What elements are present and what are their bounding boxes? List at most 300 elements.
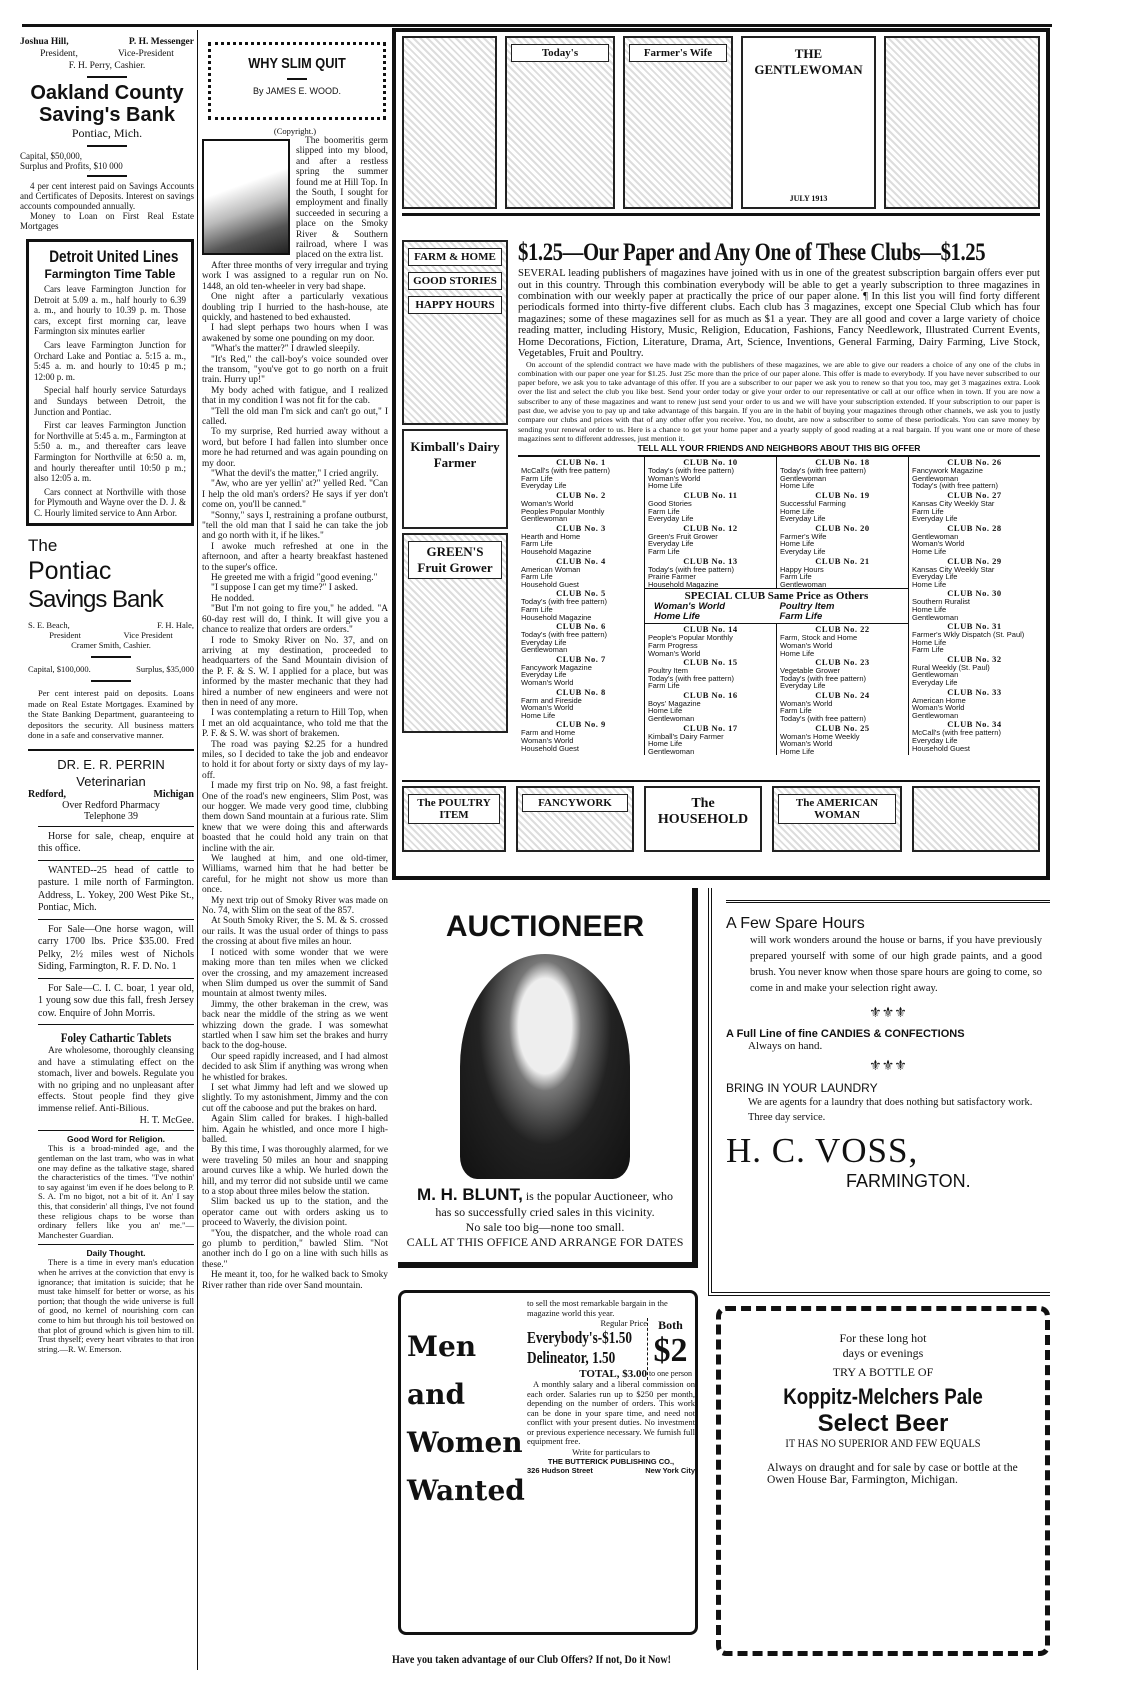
offer-tell-friends: TELL ALL YOUR FRIENDS AND NEIGHBORS ABOUT THIS BIG OFFER	[637, 443, 921, 454]
club-magazine: Home Life	[648, 706, 683, 716]
store-name: H. C. VOSS,	[726, 1131, 919, 1170]
club-number: CLUB No. 18	[815, 457, 870, 468]
club-magazine: Home Life	[912, 637, 947, 647]
ad-text: has so successfully cried sales in this vicinity.	[435, 1205, 655, 1219]
magazine-cover	[623, 36, 733, 209]
club-number: CLUB No. 23	[815, 657, 870, 668]
item-price: 1.50	[592, 1348, 616, 1367]
ad-text: No sale too big—none too small.	[465, 1220, 625, 1234]
item-body: This is a broad-minded age, and the gentleman on the last tram, who was in what one may define as the talkative stage, shared the characteristics of the times. "I've nothin' to say against 'im even if he does belong to P. S. A. I'm no bigot, not a bit of it. An' I say this, that considerin' all things, I've not found these religious chaps to be worse than ordinary fellers like you an' me."—Manchester Guardian.	[38, 1143, 194, 1240]
club-magazine: Home Life	[648, 739, 683, 749]
magazine-cover	[402, 429, 508, 529]
club-magazine: Successful Farming	[780, 498, 846, 508]
club-column	[644, 457, 776, 588]
cover-title: The POULTRY ITEM	[408, 794, 500, 824]
location: Redford,	[28, 788, 67, 800]
club-magazine: Everyday Life	[912, 572, 958, 582]
cover-title: The HOUSEHOLD	[650, 794, 756, 830]
top-covers	[402, 36, 1040, 216]
cover-title: HAPPY HOURS	[408, 296, 502, 314]
bank-body: Per cent interest paid on deposits. Loans made on Real Estate Mortgages. Examined by the State Banking Department, guaranteeing to depositors the security. All business matters done in a safe and conservative manner.	[28, 688, 194, 741]
club-magazine: Today's (with free pattern)	[521, 630, 608, 640]
ad-text: TRY A BOTTLE OF	[832, 1365, 934, 1379]
club-item	[912, 655, 1037, 687]
club-magazine: Everyday Life	[648, 539, 694, 549]
club-magazine: Southern Ruralist	[912, 597, 970, 607]
club-item	[521, 688, 641, 720]
bank-name: The	[28, 536, 58, 556]
item-price: $1.50	[602, 1328, 632, 1347]
club-item	[912, 720, 1037, 752]
club-item	[648, 724, 773, 756]
club-magazine: Household Guest	[912, 743, 970, 753]
story-paragraph: Our speed rapidly increased, and I had almost decided to ask Slim if anything was wrong when he whistled for brakes.	[202, 1051, 388, 1083]
magazine-cover	[402, 786, 506, 852]
classified-ad: For Sale—One horse wagon, will carry 1700 lbs. Price $35.00. Fred Pelky, 2½ miles west of Nichols Siding, Farmington, R. F. D. No. 1	[38, 920, 194, 979]
location: Michigan	[153, 788, 194, 800]
club-number: CLUB No. 8	[556, 686, 606, 697]
special-price: $2	[653, 1332, 688, 1369]
capital: Capital, $50,000,	[20, 151, 82, 161]
top-rule	[22, 24, 1052, 27]
officer: Joshua Hill,	[20, 37, 69, 47]
cover-title: Kimball's Dairy Farmer	[408, 437, 502, 473]
story-paragraph: We laughed at him, and one old-timer, Williams, warned him that he had better be careful, for he might not show us more than once.	[202, 854, 388, 896]
club-magazine: Woman's World	[912, 703, 965, 713]
story-paragraph: Slim backed us up to the station, and the operator came out with orders asking us to proceed to Waverly, the division point.	[202, 1197, 388, 1229]
club-item	[780, 724, 905, 756]
address: New York City	[645, 1465, 695, 1475]
magazine-cover	[772, 786, 902, 852]
club-number: CLUB No. 2	[556, 489, 606, 500]
story-paragraph: By this time, I was thoroughly alarmed, for we were traveling 50 miles an hour and snapping around curves like a whip. We hurled down the hill, and my terror did not subside until we came to a stop about three miles below the station.	[202, 1145, 388, 1198]
story-paragraph: The road was paying $2.25 for a hundred miles, so I decided to take the job and endeavor to hold it for about forty or sixty days of my lay-off.	[202, 739, 388, 781]
club-magazine: Home Life	[780, 648, 815, 658]
club-magazine: Gentlewoman	[912, 612, 959, 622]
club-item	[912, 458, 1037, 490]
club-magazine: Good Stories	[648, 498, 692, 508]
cashier: Cramer Smith, Cashier.	[71, 640, 151, 651]
club-magazine: Woman's World	[521, 703, 574, 713]
magazine-cover	[644, 786, 762, 852]
cover-title: Today's	[511, 44, 609, 62]
wanted-ad	[398, 1290, 698, 1635]
club-number: CLUB No. 31	[947, 621, 1002, 632]
story-title: WHY SLIM QUIT	[248, 55, 346, 72]
story-paragraph: "What's the matter?" I drawled sleepily.	[211, 344, 360, 355]
story-paragraph: Jimmy, the other brakeman in the crew, was back near the middle of the string as we went whizzing down the grade. I was somewhat startled when I saw him set the brakes and hurry back to the dog-house.	[202, 999, 388, 1052]
story-paragraph: I noticed with some wonder that we were making more than ten miles when we clicked over the crossing, and my amazement increased when Slim dumped us over the summit of Sand mountain at almost twenty miles.	[202, 947, 388, 1000]
club-magazine: Home Life	[912, 546, 947, 556]
club-magazine: Woman's World	[780, 698, 833, 708]
story-paragraph: I was contemplating a return to Hill Top, when I met an old acquaintance, who told me that the P. F. & S. W. was short of brakemen.	[202, 708, 388, 740]
club-magazine: Home Life	[780, 481, 815, 491]
magazine-cover	[402, 36, 497, 209]
story-paragraph: I had slept perhaps two hours when I was awakened by some one pounding on my door.	[202, 323, 388, 344]
timetable-text: Special half hourly service Saturdays and Sundays between Detroit, the Junction and Pontiac.	[34, 385, 186, 417]
club-magazine: Farm Life	[648, 546, 680, 556]
classified-ad: WANTED--25 head of cattle to pasture. 1 mile north of Farmington. Address, L. Yokey, 200 West Pike St., Pontiac, Mich.	[38, 861, 194, 920]
club-magazine: Everyday Life	[648, 514, 694, 524]
club-item	[648, 625, 773, 657]
cover-title: FANCYWORK	[522, 794, 628, 812]
club-magazine: Today's (with free pattern)	[521, 597, 608, 607]
company: THE BUTTERICK PUBLISHING CO.,	[547, 1456, 675, 1466]
club-magazine: Farm and Fireside	[521, 695, 582, 705]
surplus: Surplus and Profits, $10 000	[20, 161, 123, 171]
club-number: CLUB No. 24	[815, 689, 870, 700]
club-number: CLUB No. 22	[815, 624, 870, 635]
club-number: CLUB No. 4	[556, 555, 606, 566]
club-item	[780, 524, 905, 556]
column-rule	[197, 30, 198, 1670]
magazine-cover	[912, 786, 1040, 852]
story-paragraph: "It's Red," the call-boy's voice sounded over the transom, "you've got to go north on a fruit train. Hurry up!"	[202, 354, 388, 386]
story-paragraph: He nodded.	[211, 593, 255, 604]
cashier: F. H. Perry, Cashier.	[68, 61, 146, 71]
ad-heading: A Full Line of fine CANDIES & CONFECTIONS	[726, 1028, 965, 1040]
classifieds	[38, 826, 194, 1026]
club-magazine: Home Life	[521, 710, 556, 720]
club-magazine: Gentlewoman	[912, 670, 959, 680]
club-item	[780, 557, 905, 589]
cover-title: The AMERICAN WOMAN	[778, 794, 896, 824]
club-number: CLUB No. 19	[815, 489, 870, 500]
total-price: $3.00	[622, 1368, 647, 1380]
magazine-cover	[505, 36, 615, 209]
club-number: CLUB No. 15	[683, 657, 738, 668]
club-number: CLUB No. 6	[556, 621, 606, 632]
ad-heading: A Few Spare Hours	[726, 915, 865, 932]
item-name: Everybody's-	[527, 1328, 603, 1347]
ad-title: Foley Cathartic Tablets	[60, 1030, 172, 1046]
club-magazine: Home Life	[648, 481, 683, 491]
club-column	[644, 624, 776, 755]
club-item	[912, 524, 1037, 556]
club-magazine: Woman's World	[521, 736, 574, 746]
club-magazine: Household Magazine	[521, 546, 592, 556]
club-number: CLUB No. 34	[947, 719, 1002, 730]
club-number: CLUB No. 3	[556, 522, 606, 533]
club-list	[518, 455, 1040, 755]
club-magazine: Hearth and Home	[521, 531, 581, 541]
ad-text: will work wonders around the house or barns, if you have previously prepared yourself with some of our high grade paints, and a good brush. You never know when those spare hours are going to come, so come in and make your selection right away.	[750, 935, 1042, 994]
club-number: CLUB No. 17	[683, 722, 738, 733]
magazine-cover	[402, 533, 508, 733]
offer-text	[518, 236, 1040, 775]
club-magazine: Poultry Item	[648, 666, 689, 676]
officer: P. H. Messenger	[128, 37, 194, 47]
club-magazine: Farm Life	[521, 539, 553, 549]
column-label: Regular Price	[600, 1318, 647, 1328]
club-magazine: Everyday Life	[521, 670, 567, 680]
timetable-text: First car leaves Farmington Junction for Northville at 5:45 a. m., Farmington at 5:50 a. m., and thereafter cars leave Farmington for Northville at 6:50 a. m, and hourly thereafter until 10:50 p m.; also 12:05 a. m.	[34, 420, 186, 484]
headline-word: and	[407, 1378, 466, 1411]
club-magazine: Gentlewoman	[521, 645, 568, 655]
club-magazine: Gentlewoman	[780, 579, 827, 589]
club-number: CLUB No. 28	[947, 522, 1002, 533]
story-paragraph: My body ached with fatigue, and I realized that in my condition I was not fit for the cab.	[202, 385, 388, 407]
club-magazine: Everyday Life	[780, 546, 826, 556]
special-club-title: SPECIAL CLUB Same Price as Others	[684, 590, 869, 603]
bank-loan: Money to Loan on First Real Estate Mortgages	[20, 211, 194, 231]
club-magazine: Woman's Home Weekly	[780, 731, 860, 741]
copyright: (Copyright.)	[273, 126, 317, 136]
ornament-icon: ⚜⚜⚜	[869, 1006, 907, 1021]
club-magazine: Everyday Life	[521, 637, 567, 647]
club-item	[521, 720, 641, 752]
item-title: Good Word for Religion.	[66, 1134, 166, 1145]
wanted-headline	[407, 1323, 525, 1515]
special-club-magazine: Farm Life	[779, 611, 823, 623]
magazine-cover	[516, 786, 634, 852]
club-number: CLUB No. 5	[556, 588, 606, 599]
both-label: Both	[658, 1318, 683, 1332]
club-column	[518, 457, 644, 755]
surplus: Surplus, $35,000	[136, 664, 194, 675]
headline-word: Women	[407, 1426, 523, 1459]
club-magazine: McCall's (with free pattern)	[521, 466, 610, 476]
club-magazine: Rural Weekly (St. Paul)	[912, 662, 990, 672]
club-magazine: Farm, Stock and Home	[780, 633, 858, 643]
club-number: CLUB No. 1	[556, 457, 606, 468]
beer-ad	[716, 1306, 1050, 1656]
story-paragraph: Again Slim called for brakes. I high-balled him. Again he whistled, and once more I high-balled.	[202, 1114, 388, 1145]
club-magazine: Home Life	[780, 539, 815, 549]
auctioneer-name: M. H. BLUNT,	[417, 1185, 523, 1204]
foley-ad	[38, 1027, 194, 1126]
ad-heading: BRING IN YOUR LAUNDRY	[726, 1081, 878, 1095]
club-magazine: Everyday Life	[912, 678, 958, 688]
officer-title: Vice President	[123, 630, 173, 641]
club-number: CLUB No. 12	[683, 522, 738, 533]
club-offer-panel	[392, 28, 1050, 880]
classified-ad: For Sale—C. I. C. boar, 1 year old, 1 young sow due this fall, fresh Jersey cow. Enquire of John Morris.	[38, 979, 194, 1026]
signature: H. T. McGee.	[139, 1115, 194, 1127]
club-item	[648, 524, 773, 556]
club-number: CLUB No. 21	[815, 555, 870, 566]
club-magazine: American Woman	[521, 564, 581, 574]
club-magazine: Today's (with free pattern)	[648, 466, 735, 476]
club-magazine: Farm Life	[521, 572, 553, 582]
detroit-united-lines-ad	[26, 239, 194, 526]
cover-title: GOOD STORIES	[408, 272, 502, 290]
club-magazine: Farmer's Wkly Dispatch (St. Paul)	[912, 630, 1025, 640]
club-magazine: Woman's World	[780, 640, 833, 650]
club-item	[648, 458, 773, 490]
club-magazine: Household Guest	[521, 579, 579, 589]
ad-text: We are agents for a laundry that does nothing but satisfactory work. Three day service.	[748, 1097, 1033, 1123]
story-paragraph: I rode to Smoky River on No. 37, and on arriving at my destination, proceeded to headquarters of the Sand Mountain division of the P. F. & S. W. I applied for a place, but was informed by the master mechanic that they had hired a number of new engineers and were not then in need of any more.	[202, 635, 388, 708]
address: Over Redford Pharmacy	[62, 799, 160, 811]
special-club-magazine: Woman's World	[654, 601, 726, 613]
telephone: Telephone 39	[83, 810, 138, 822]
club-number: CLUB No. 11	[683, 489, 738, 500]
club-offer-footer: Have you taken advantage of our Club Offers? If not, Do it Now!	[392, 1652, 671, 1666]
club-magazine: Kimball's Dairy Farmer	[648, 731, 724, 741]
item-body: There is a time in every man's education when he arrives at the conviction that envy is ignorance; that imitation is suicide; that he must take himself for better or worse, as his portion; that though the wide universe is full of good, no kernel of nourishing corn can come to him but through his toil bestowed on that plot of ground which is given him to till. Trust thyself; every heart vibrates to that iron string.—R. W. Emerson.	[38, 1257, 194, 1354]
story-body	[202, 126, 388, 1291]
special-club-magazine: Poultry Item	[779, 601, 835, 613]
club-magazine: Woman's World	[780, 739, 833, 749]
club-magazine: Gentlewoman	[648, 714, 695, 724]
club-number: CLUB No. 20	[815, 522, 870, 533]
left-column	[20, 36, 194, 1354]
auctioneer-portrait	[460, 954, 630, 1179]
beer-name: Select Beer	[817, 1410, 949, 1437]
club-magazine: Woman's World	[648, 648, 701, 658]
club-number: CLUB No. 33	[947, 686, 1002, 697]
ad-subtitle: Farmington Time Table	[44, 267, 176, 281]
club-item	[521, 557, 641, 589]
story-paragraph: I awoke much refreshed at one in the afternoon, and after a hearty breakfast hastened to the super's office.	[202, 541, 388, 573]
ad-text: Always on draught and for sale by case or bottle at the Owen House Bar, Farmington, Michigan.	[767, 1462, 1018, 1486]
club-magazine: Everyday Life	[912, 514, 958, 524]
ad-text: For these long hot	[839, 1331, 927, 1345]
club-item	[912, 622, 1037, 654]
magazine-cover	[402, 240, 508, 425]
cover-title: Farmer's Wife	[629, 44, 727, 62]
club-magazine: Household Magazine	[521, 612, 592, 622]
club-number: CLUB No. 10	[683, 457, 738, 468]
club-magazine: Farm Life	[648, 506, 680, 516]
club-magazine: Farmer's Wife	[780, 531, 827, 541]
club-item	[780, 625, 905, 657]
club-item	[780, 458, 905, 490]
club-number: CLUB No. 7	[556, 653, 606, 664]
ad-text: CALL AT THIS OFFICE AND ARRANGE FOR DATES	[406, 1235, 684, 1249]
club-column	[776, 457, 908, 588]
cover-title: THE GENTLEWOMAN	[747, 44, 870, 80]
officer-title: Vice-President	[118, 49, 174, 59]
story-paragraph: To my surprise, Red hurried away without a word, but before I had fallen into slumber once more he had returned and was again pounding on my door.	[202, 427, 388, 469]
story-paragraph: "Tell the old man I'm sick and can't go out," I called.	[202, 406, 388, 427]
club-number: CLUB No. 9	[556, 719, 606, 730]
club-magazine: Home Life	[780, 746, 815, 756]
club-item	[780, 491, 905, 523]
capital: Capital, $100,000.	[28, 664, 91, 675]
story-paragraph: He greeted me with a frigid "good evening."	[211, 573, 378, 584]
ad-text: A monthly salary and a liberal commission on each order. Salaries run up to $250 per month, depending on the number of orders. This work can be done in your spare time, and need not conflict with your present duties. No investment or previous experience necessary. We furnish full equipment free.	[527, 1379, 695, 1446]
religion-item	[38, 1130, 194, 1240]
price-note: to one person	[648, 1369, 693, 1378]
club-magazine: Woman's World	[521, 498, 574, 508]
story-column	[202, 42, 388, 1291]
club-magazine: Kansas City Weekly Star	[912, 498, 995, 508]
club-item	[912, 557, 1037, 589]
vet-title: Veterinarian	[76, 773, 146, 789]
story-byline: By JAMES E. WOOD.	[252, 86, 341, 96]
address: 326 Hudson Street	[527, 1465, 593, 1475]
club-number: CLUB No. 32	[947, 653, 1002, 664]
club-number: CLUB No. 13	[683, 555, 738, 566]
club-magazine: Home Life	[912, 604, 947, 614]
club-item	[521, 458, 641, 490]
bank-name: Pontiac	[28, 557, 112, 586]
story-paragraph: I set what Jimmy had left and we slowed up slightly. To my astonishment, Jimmy and the con cut off the caboose and put the brakes on hard.	[202, 1082, 388, 1114]
magazine-cover	[884, 36, 1040, 209]
club-number: CLUB No. 14	[683, 624, 738, 635]
club-magazine: Woman's World	[912, 539, 965, 549]
club-magazine: Gentlewoman	[912, 710, 959, 720]
club-magazine: Happy Hours	[780, 564, 824, 574]
beer-name: Koppitz-Melchers Pale	[783, 1384, 983, 1409]
club-item	[912, 491, 1037, 523]
club-magazine: Farm Progress	[648, 640, 698, 650]
club-magazine: Fancywork Magazine	[521, 662, 592, 672]
offer-headline: $1.25—Our Paper and Any One of These Clubs—$1.25	[518, 239, 986, 267]
club-number: CLUB No. 30	[947, 588, 1002, 599]
club-magazine: Gentlewoman	[912, 531, 959, 541]
cover-title: GREEN'S Fruit Grower	[408, 541, 502, 579]
classified-ad: Horse for sale, cheap, enquire at this office.	[38, 827, 194, 861]
club-item	[521, 524, 641, 556]
club-magazine: McCall's (with free pattern)	[912, 728, 1001, 738]
oakland-bank-ad	[20, 36, 194, 231]
club-magazine: Farm Life	[912, 645, 944, 655]
club-magazine: People's Popular Monthly	[648, 633, 733, 643]
club-item	[648, 491, 773, 523]
club-magazine: Farm Life	[780, 706, 812, 716]
bank-body: 4 per cent interest paid on Savings Accounts and Certificates of Deposits. Interest on savings accounts compounded annually.	[20, 181, 194, 211]
club-magazine: Farm Life	[912, 506, 944, 516]
club-number: CLUB No. 29	[947, 555, 1002, 566]
club-magazine: Farm Life	[521, 473, 553, 483]
club-magazine: Kansas City Weekly Star	[912, 564, 995, 574]
item-title: Daily Thought.	[86, 1248, 146, 1259]
story-paragraph: "But I'm not going to fire you," he added. "A 60-day rest will do, I think. It will give you a chance to realize that orders are orders."	[202, 604, 388, 636]
club-magazine: Today's (with free pattern)	[648, 673, 735, 683]
club-magazine: Farm and Home	[521, 728, 576, 738]
club-magazine: Farm Life	[521, 604, 553, 614]
club-magazine: Fancywork Magazine	[912, 466, 983, 476]
club-magazine: Home Life	[912, 579, 947, 589]
total-label: TOTAL,	[579, 1368, 620, 1380]
bank-name: Saving's Bank	[39, 104, 175, 126]
club-column	[776, 624, 908, 755]
story-paragraph: "Aw, who are yer yellin' at?" yelled Red. "Can I help the old man's orders? He says if yer don't come on, you'll be canned."	[202, 479, 388, 511]
story-paragraph: The boomeritis germ slipped into my blood, and after a restless spring the summer found me at Hill Top. In the South, I sought for employment and finally succeeded in securing a place on the Smoky River & Southern railroad, where I was placed on the extra list.	[296, 136, 388, 261]
club-number: CLUB No. 16	[683, 689, 738, 700]
club-magazine: Household Guest	[521, 743, 579, 753]
story-paragraph: "Sonny," says I, restraining a profane outburst, "tell the old man that I said he can take the job and go north with it, if he likes."	[202, 510, 388, 542]
vet-name: DR. E. R. PERRIN	[57, 756, 165, 772]
special-club-magazine: Home Life	[654, 611, 700, 623]
club-magazine: Gentlewoman	[521, 514, 568, 524]
club-magazine: Boys' Magazine	[648, 698, 701, 708]
club-magazine: Today's (with free pattern)	[780, 673, 867, 683]
story-paragraph: He meant it, too, for he walked back to Smoky River rather than ride over Sand mountain.	[202, 1270, 388, 1291]
bank-name: Savings Bank	[28, 586, 163, 614]
club-number: CLUB No. 27	[947, 489, 1002, 500]
club-item	[521, 622, 641, 654]
club-magazine: Farm Life	[648, 681, 680, 691]
daily-thought	[38, 1244, 194, 1354]
cover-date: JULY 1913	[789, 194, 828, 203]
ad-tagline: IT HAS NO SUPERIOR AND FEW EQUALS	[785, 1438, 981, 1450]
club-item	[521, 491, 641, 523]
timetable-text: Cars connect at Northville with those for Plymouth and Wayne over the D. J. & C. Hourly limited service to Ann Arbor.	[34, 486, 186, 518]
ornament-icon: ⚜⚜⚜	[869, 1059, 907, 1074]
headline-word: Men	[407, 1330, 477, 1363]
club-magazine: Woman's World	[648, 473, 701, 483]
ad-title: AUCTIONEER	[445, 910, 645, 943]
club-magazine: Farm Life	[780, 572, 812, 582]
club-magazine: Everyday Life	[521, 481, 567, 491]
ad-text: to sell the most remarkable bargain in the magazine world this year.	[527, 1298, 668, 1318]
club-magazine: Green's Fruit Grower	[648, 531, 718, 541]
ad-title: Detroit United Lines	[49, 247, 179, 266]
